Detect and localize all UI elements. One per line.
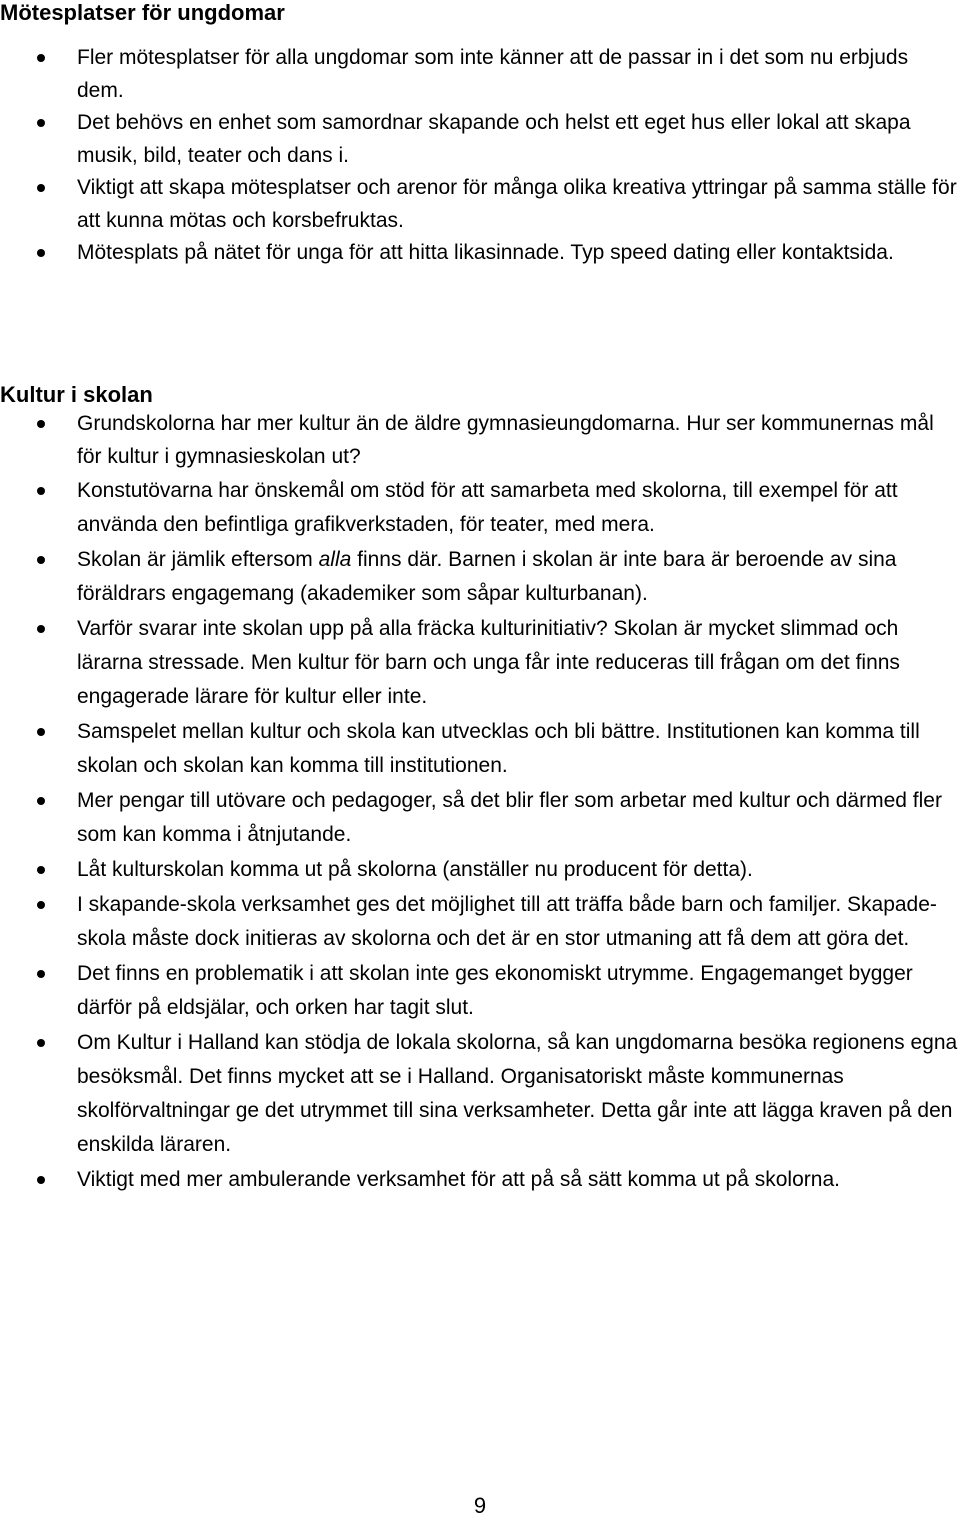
list-item-text: Varför svarar inte skolan upp på alla fräcka kulturinitiativ? Skolan är mycket slimmad och lärarna stressade. Men kultur för barn och unga får inte reduceras till frågan om det finns engagerade lärare för kultur eller inte.: [77, 617, 900, 708]
list-item-text: Det finns en problematik i att skolan inte ges ekonomiskt utrymme. Engagemanget bygger därför på eldsjälar, och orken har tagit slut.: [77, 962, 913, 1019]
list-item-text: Viktigt med mer ambulerande verksamhet för att på så sätt komma ut på skolorna.: [77, 1168, 840, 1191]
bullet-icon: [37, 625, 45, 633]
bullet-list: [0, 42, 960, 270]
list-item: [0, 853, 960, 887]
list-item-text: Konstutövarna har önskemål om stöd för att samarbeta med skolorna, till exempel för att använda den befintliga grafikverkstaden, för teater, med mera.: [77, 479, 898, 536]
list-item-text: Fler mötesplatser för alla ungdomar som inte känner att de passar in i det som nu erbjuds dem.: [77, 46, 909, 102]
list-item-text-before: Skolan är jämlik eftersom: [77, 548, 319, 571]
section-motesplatser: [0, 0, 960, 270]
page-number: 9: [473, 1493, 487, 1518]
bullet-icon: [37, 1039, 45, 1047]
list-item: [0, 408, 960, 473]
list-item-text: Grundskolorna har mer kultur än de äldre gymnasieungdomarna. Hur ser kommunernas mål för kultur i gymnasieskolan ut?: [77, 412, 934, 468]
list-item: [0, 888, 960, 956]
list-item-emphasis: alla: [318, 548, 352, 571]
bullet-icon: [37, 249, 45, 257]
list-item: [0, 237, 960, 270]
section-kultur-i-skolan: [0, 382, 960, 1198]
list-item: [0, 957, 960, 1025]
bullet-icon: [37, 119, 45, 127]
section-heading: Kultur i skolan: [0, 382, 153, 407]
list-item: [0, 1026, 960, 1162]
bullet-icon: [37, 901, 45, 909]
bullet-icon: [37, 797, 45, 805]
list-item-text: Viktigt att skapa mötesplatser och arenor för många olika kreativa yttringar på samma ställe för att kunna mötas och korsbefruktas.: [77, 176, 957, 232]
bullet-list: [0, 408, 960, 1197]
list-item: [0, 543, 960, 611]
bullet-icon: [37, 54, 45, 62]
bullet-icon: [37, 487, 45, 495]
bullet-icon: [37, 970, 45, 978]
list-item-text: Låt kulturskolan komma ut på skolorna (anställer nu producent för detta).: [77, 858, 753, 881]
bullet-icon: [37, 556, 45, 564]
list-item: [0, 784, 960, 852]
bullet-icon: [37, 866, 45, 874]
list-item-text: Det behövs en enhet som samordnar skapande och helst ett eget hus eller lokal att skapa musik, bild, teater och dans i.: [77, 111, 911, 167]
list-item: [0, 107, 960, 172]
bullet-icon: [37, 1176, 45, 1184]
list-item: [0, 172, 960, 237]
list-item-text: I skapande-skola verksamhet ges det möjlighet till att träffa både barn och familjer. Skapade-skola måste dock initieras av skolorna och det är en stor utmaning att få dem att göra det.: [77, 893, 937, 950]
list-item-text-after: finns där. Barnen i skolan är inte bara är beroende av sina föräldrars engagemang (akademiker som såpar kulturbanan).: [77, 548, 897, 605]
list-item-text: Samspelet mellan kultur och skola kan utvecklas och bli bättre. Institutionen kan komma till skolan och skolan kan komma till institutionen.: [77, 720, 920, 777]
bullet-icon: [37, 184, 45, 192]
list-item-text: Om Kultur i Halland kan stödja de lokala skolorna, så kan ungdomarna besöka regionens egna besöksmål. Det finns mycket att se i Halland. Organisatoriskt måste kommunernas skolförvaltningar ge det utrymmet till sina verksamheter. Detta går inte att lägga kraven på den enskilda läraren.: [77, 1031, 958, 1156]
list-item: [0, 1163, 960, 1197]
list-item: [0, 612, 960, 714]
list-item: [0, 474, 960, 542]
section-heading: Mötesplatser för ungdomar: [0, 0, 285, 25]
bullet-icon: [37, 728, 45, 736]
list-item: [0, 42, 960, 107]
list-item-text: Mötesplats på nätet för unga för att hitta likasinnade. Typ speed dating eller kontaktsida.: [77, 241, 894, 264]
bullet-icon: [37, 420, 45, 428]
list-item-text: Mer pengar till utövare och pedagoger, så det blir fler som arbetar med kultur och därmed fler som kan komma i åtnjutande.: [77, 789, 942, 846]
list-item: [0, 715, 960, 783]
